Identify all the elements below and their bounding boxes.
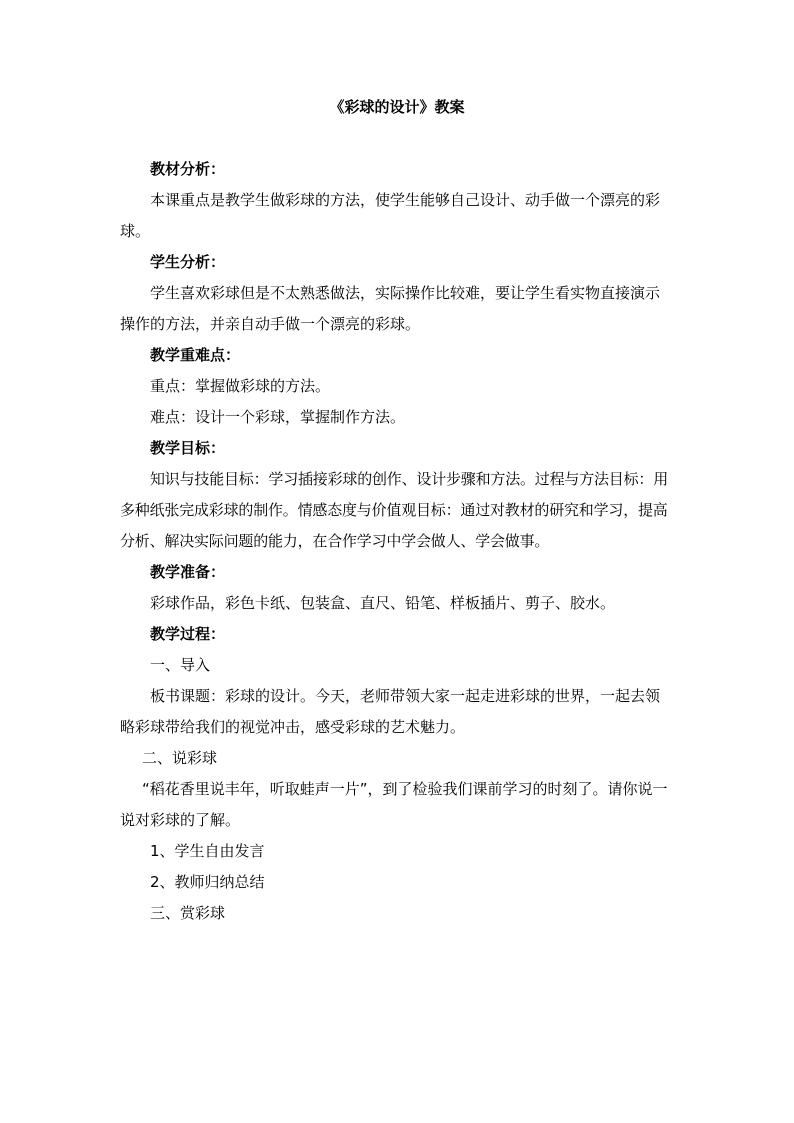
paragraph-intro-heading: 一、导入 <box>150 656 211 674</box>
document-title: 《彩球的设计》教案 <box>329 98 465 116</box>
paragraph-objectives: 知识与技能目标：学习插接彩球的创作、设计步骤和方法。过程与方法目标：用多种纸张完成彩球的制作。情感态度与价值观目标：通过对教材的研究和学习，提高分析、解决实际问题的能力，在合作学习中学会做人、学会做事。 <box>120 470 669 550</box>
section-heading-key-points: 教学重难点： <box>150 346 241 364</box>
section-heading-materials: 教材分析： <box>150 160 226 178</box>
document-body <box>120 154 672 929</box>
section-heading-preparation: 教学准备： <box>150 563 226 581</box>
section-heading-objectives: 教学目标： <box>150 439 226 457</box>
section-heading-students: 学生分析： <box>150 253 226 271</box>
paragraph-appreciate-heading: 三、赏彩球 <box>150 904 226 922</box>
paragraph-talk: “稻花香里说丰年，听取蛙声一片”，到了检验我们课前学习的时刻了。请你说一说对彩球的了解。 <box>120 780 668 829</box>
section-heading-process: 教学过程： <box>150 625 226 643</box>
paragraph-difficult-point: 难点：设计一个彩球，掌握制作方法。 <box>150 408 406 426</box>
paragraph-students: 学生喜欢彩球但是不太熟悉做法，实际操作比较难，要让学生看实物直接演示操作的方法，并亲自动手做一个漂亮的彩球。 <box>120 284 661 333</box>
paragraph-intro: 板书课题：彩球的设计。今天，老师带领大家一起走进彩球的世界，一起去领略彩球带给我们的视觉冲击，感受彩球的艺术魅力。 <box>120 687 661 736</box>
paragraph-talk-heading: 二、说彩球 <box>142 749 218 767</box>
paragraph-step-2: 2、教师归纳总结 <box>150 873 265 891</box>
paragraph-preparation: 彩球作品，彩色卡纸、包装盒、直尺、铅笔、样板插片、剪子、胶水。 <box>150 594 616 612</box>
paragraph-materials: 本课重点是教学生做彩球的方法，使学生能够自己设计、动手做一个漂亮的彩球。 <box>120 191 661 240</box>
paragraph-step-1: 1、学生自由发言 <box>150 842 265 860</box>
paragraph-key-point: 重点：掌握做彩球的方法。 <box>150 377 331 395</box>
